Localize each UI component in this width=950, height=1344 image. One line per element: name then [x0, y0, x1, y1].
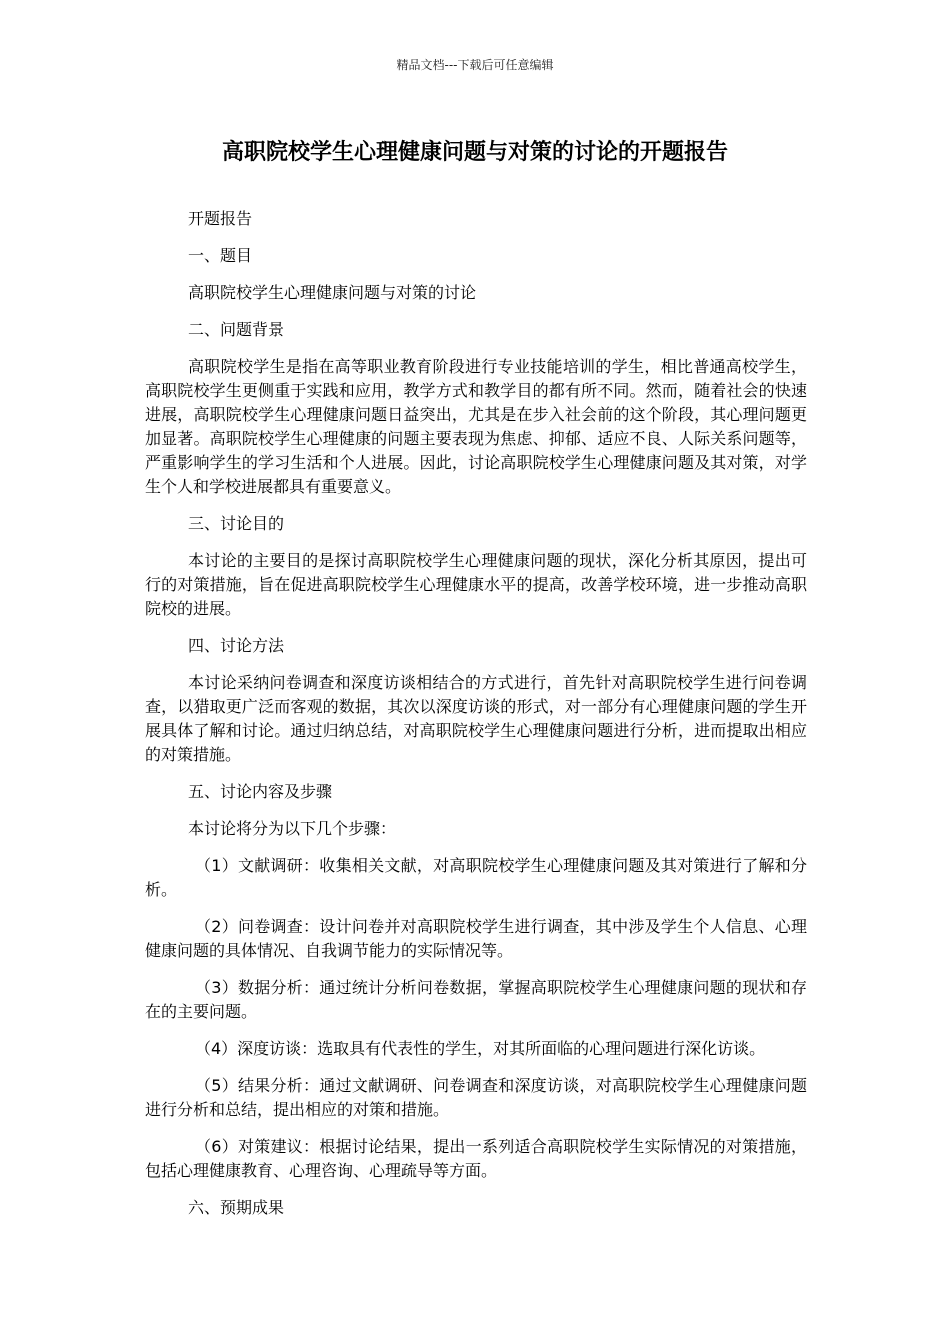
document-body [145, 207, 807, 1233]
topic-text: 高职院校学生心理健康问题与对策的讨论 [188, 283, 477, 302]
section-heading-content-steps: 五、讨论内容及步骤 [188, 782, 333, 801]
method-paragraph: 本讨论采纳问卷调查和深度访谈相结合的方式进行，首先针对高职院校学生进行问卷调查，以猎取更广泛而客观的数据，其次以深度访谈的形式，对一部分有心理健康问题的学生开展具体了解和讨论。通过归纳总结，对高职院校学生心理健康问题进行分析，进而提取出相应的对策措施。 [145, 673, 807, 764]
step-item-6: （6）对策建议：根据讨论结果，提出一系列适合高职院校学生实际情况的对策措施，包括心理健康教育、心理咨询、心理疏导等方面。 [145, 1137, 807, 1180]
step-item-2: （2）问卷调查：设计问卷并对高职院校学生进行调查，其中涉及学生个人信息、心理健康问题的具体情况、自我调节能力的实际情况等。 [145, 917, 807, 960]
document-title: 高职院校学生心理健康问题与对策的讨论的开题报告 [221, 140, 728, 165]
background-paragraph: 高职院校学生是指在高等职业教育阶段进行专业技能培训的学生，相比普通高校学生，高职院校学生更侧重于实践和应用，教学方式和教学目的都有所不同。然而，随着社会的快速进展，高职院校学生心理健康问题日益突出，尤其是在步入社会前的这个阶段，其心理问题更加显著。高职院校学生心理健康的问题主要表现为焦虑、抑郁、适应不良、人际关系问题等，严重影响学生的学习生活和个人进展。因此，讨论高职院校学生心理健康问题及其对策，对学生个人和学校进展都具有重要意义。 [145, 357, 807, 496]
step-item-4: （4）深度访谈：选取具有代表性的学生，对其所面临的心理问题进行深化访谈。 [195, 1039, 766, 1058]
section-heading-outcome: 六、预期成果 [188, 1198, 285, 1217]
step-item-1: （1）文献调研：收集相关文献，对高职院校学生心理健康问题及其对策进行了解和分析。 [145, 856, 807, 899]
section-heading-purpose: 三、讨论目的 [188, 514, 285, 533]
page-header-note: 精品文档---下载后可任意编辑 [396, 58, 554, 72]
report-label: 开题报告 [188, 209, 253, 228]
step-item-3: （3）数据分析：通过统计分析问卷数据，掌握高职院校学生心理健康问题的现状和存在的主要问题。 [145, 978, 807, 1021]
steps-intro: 本讨论将分为以下几个步骤： [188, 819, 397, 838]
section-heading-method: 四、讨论方法 [188, 636, 285, 655]
purpose-paragraph: 本讨论的主要目的是探讨高职院校学生心理健康问题的现状，深化分析其原因，提出可行的对策措施，旨在促进高职院校学生心理健康水平的提高，改善学校环境，进一步推动高职院校的进展。 [145, 551, 807, 618]
step-item-5: （5）结果分析：通过文献调研、问卷调查和深度访谈，对高职院校学生心理健康问题进行分析和总结，提出相应的对策和措施。 [145, 1076, 807, 1119]
section-heading-topic: 一、题目 [188, 246, 253, 265]
section-heading-background: 二、问题背景 [188, 320, 285, 339]
